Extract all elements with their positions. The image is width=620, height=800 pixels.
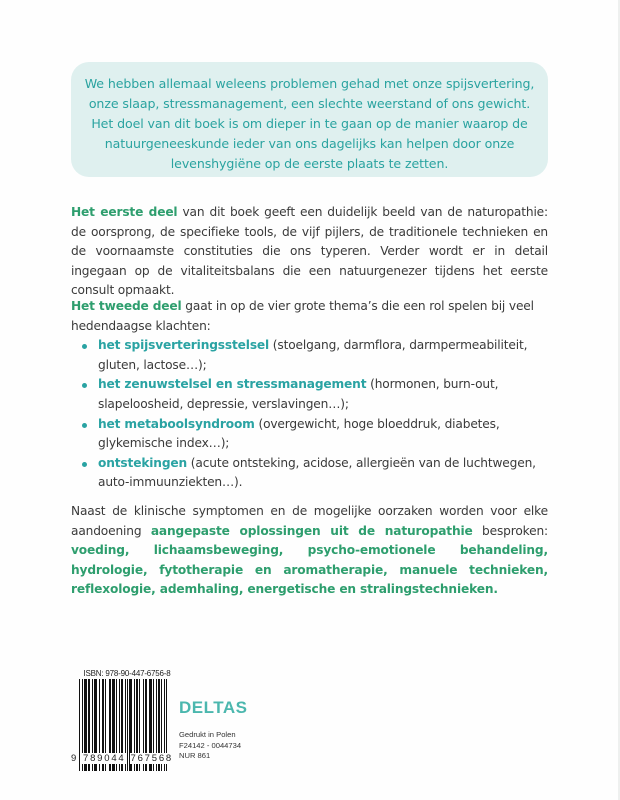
solutions-text-a: Naast de klinische symptomen en de mogelijke oorzaken worden voor elke aandoening <box>71 504 548 538</box>
bullet-icon <box>82 423 87 428</box>
list-item <box>71 375 548 414</box>
second-part-highlight: Het tweede deel <box>71 299 182 313</box>
barcode-digit-first: 9 <box>71 753 77 764</box>
intro-text: We hebben allemaal weleens problemen gehad met onze spijsvertering, onze slaap, stressmanagement, een slechte weerstand of ons gewicht. Het doel van dit boek is om dieper in te gaan op de manier waarop de natuurgeneeskunde ieder van ons dagelijks kan helpen door onze levenshygiëne op de eerste plaats te zetten. <box>84 76 535 171</box>
solutions-paragraph <box>71 502 548 600</box>
print-code: F24142 - 0044734 <box>179 740 242 750</box>
theme-detail: (acute ontsteking, acidose, allergieën van de luchtwegen, auto-immuunziekten…). <box>98 455 536 490</box>
section-second-part-intro <box>71 297 548 336</box>
intro-callout <box>71 62 548 177</box>
first-part-text: van dit boek geeft een duidelijk beeld van de naturopathie: de oorsprong, de specifieke tools, de vijf pijlers, de traditionele technieken en de voornaamste constituties die ons typeren. Verder wordt er in detail ingegaan op de vitaliteitsbalans die een natuurgenezer tijdens het eerste consult opmaakt. <box>71 205 548 298</box>
section-solutions <box>71 502 548 600</box>
theme-title: ontstekingen <box>98 455 188 470</box>
publisher-block <box>179 698 247 762</box>
theme-title: het spijsverteringsstelsel <box>98 338 270 353</box>
printed-in: Gedrukt in Polen <box>179 730 236 739</box>
isbn-label: ISBN: 978-90-447-6756-8 <box>83 669 171 678</box>
bullet-icon <box>82 383 87 388</box>
barcode-digits <box>71 753 177 764</box>
bullet-icon <box>82 344 87 349</box>
solutions-text-c: . <box>493 582 498 597</box>
publisher-logo: DELTAS <box>179 698 248 717</box>
theme-detail: (hormonen, burn-out, slapeloosheid, depressie, verslavingen…); <box>98 377 499 411</box>
theme-title: het zenuwstelsel en stressmanagement <box>98 377 367 392</box>
solutions-highlight-b: voeding, lichaamsbeweging, psycho-emotionele behandeling, hydrologie, fytotherapie en aromatherapie, manuele technieken, reflexologie, ademhaling, energetische en stralingstechnieken <box>71 543 548 597</box>
section-first-part-paragraph <box>71 203 548 301</box>
second-part-text: gaat in op de vier grote thema’s die een rol spelen bij veel hedendaagse klachten: <box>71 299 534 333</box>
isbn-barcode <box>71 669 177 771</box>
theme-title: het metaboolsyndroom <box>98 416 255 431</box>
solutions-highlight-a: aangepaste oplossingen uit de naturopathie <box>150 523 473 538</box>
barcode-digits-right: 767568 <box>130 753 174 764</box>
theme-detail: (stoelgang, darmflora, darmpermeabiliteit, gluten, lactose…); <box>98 338 528 372</box>
themes-list <box>71 336 548 493</box>
bullet-icon <box>82 462 87 467</box>
list-item <box>71 336 548 375</box>
theme-detail: (overgewicht, hoge bloeddruk, diabetes, glykemische index…); <box>98 416 500 451</box>
solutions-text-b: besproken: <box>472 523 548 538</box>
list-item <box>71 454 548 493</box>
list-item <box>71 415 548 454</box>
section-second-part <box>71 297 548 493</box>
nur-code: NUR 861 <box>179 751 211 760</box>
section-first-part <box>71 203 548 301</box>
first-part-highlight: Het eerste deel <box>71 205 178 219</box>
print-info <box>179 730 247 762</box>
barcode-digits-left: 789044 <box>83 753 126 764</box>
